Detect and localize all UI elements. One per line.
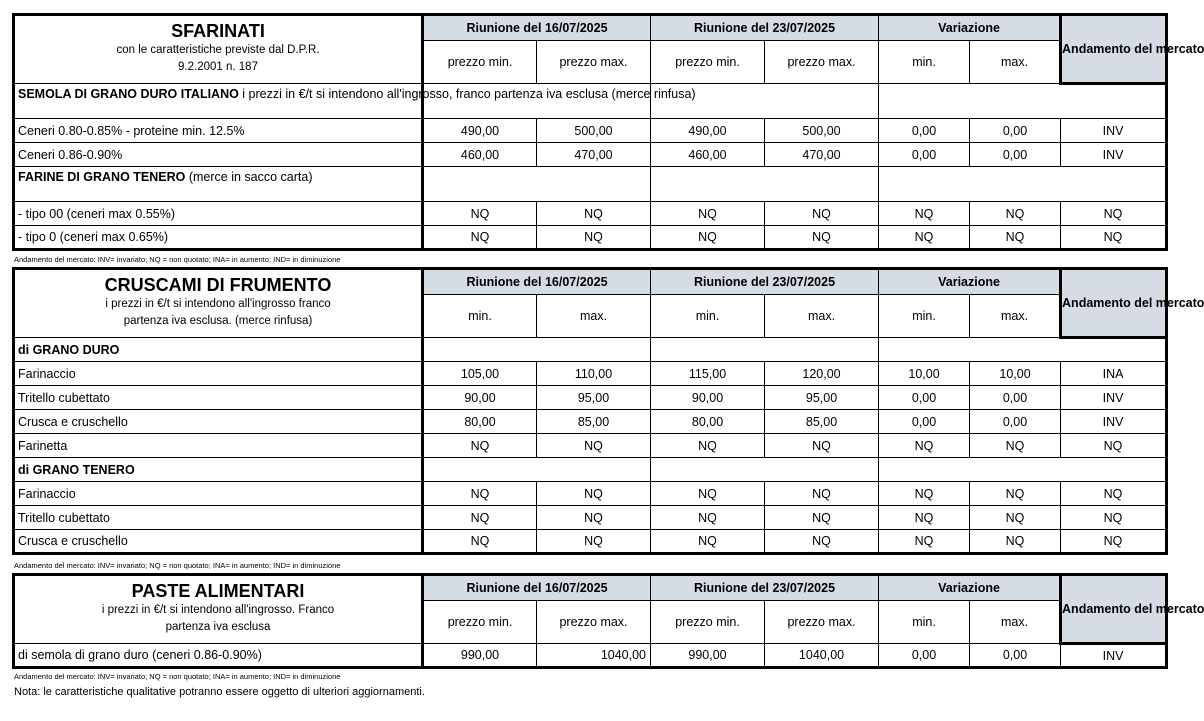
cruscami-table bbox=[12, 267, 1204, 555]
section-farine: FARINE DI GRANO TENERO (merce in sacco carta) bbox=[14, 167, 423, 202]
table-row: Ceneri 0.80-0.85% - proteine min. 12.5% 490,00 500,00 490,00 500,00 0,00 0,00 INV bbox=[14, 119, 1167, 143]
table-row: Crusca e cruschello NQ NQ NQ NQ NQ NQ NQ bbox=[14, 530, 1167, 554]
sub-prezzo-max: prezzo max. bbox=[537, 601, 651, 644]
paste-title: PASTE ALIMENTARI bbox=[131, 581, 305, 601]
table-row: Tritello cubettato NQ NQ NQ NQ NQ NQ NQ bbox=[14, 506, 1167, 530]
table-row: Farinaccio 105,00 110,00 115,00 120,00 10,00 10,00 INA bbox=[14, 362, 1167, 386]
section-grano-duro: di GRANO DURO bbox=[14, 338, 423, 362]
cruscami-title-cell bbox=[14, 269, 423, 338]
table-row: Farinaccio NQ NQ NQ NQ NQ NQ NQ bbox=[14, 482, 1167, 506]
variazione-header: Variazione bbox=[879, 15, 1061, 41]
riunione-2-header: Riunione del 23/07/2025 bbox=[651, 269, 879, 295]
riunione-1-header: Riunione del 16/07/2025 bbox=[423, 269, 651, 295]
legend-note: Andamento del mercato: INV= invariato; NQ = non quotato; INA= in aumento; IND= in diminuzione bbox=[14, 255, 341, 264]
sub-var-min: min. bbox=[879, 295, 970, 338]
sfarinati-subtitle-2: 9.2.2001 n. 187 bbox=[178, 61, 258, 73]
sub-prezzo-max: prezzo max. bbox=[765, 41, 879, 84]
table-row: Tritello cubettato 90,00 95,00 90,00 95,00 0,00 0,00 INV bbox=[14, 386, 1167, 410]
sub-var-min: min. bbox=[879, 601, 970, 644]
sub-max: max. bbox=[537, 295, 651, 338]
riunione-1-header: Riunione del 16/07/2025 bbox=[423, 15, 651, 41]
section-grano-tenero: di GRANO TENERO bbox=[14, 458, 423, 482]
variazione-header: Variazione bbox=[879, 575, 1061, 601]
sub-min: min. bbox=[423, 295, 537, 338]
sub-prezzo-min: prezzo min. bbox=[423, 601, 537, 644]
table-row: - tipo 00 (ceneri max 0.55%) NQ NQ NQ NQ NQ NQ NQ bbox=[14, 202, 1167, 226]
andamento-header: Andamento del mercato bbox=[1061, 575, 1167, 644]
sub-var-max: max. bbox=[970, 295, 1061, 338]
sub-prezzo-min: prezzo min. bbox=[423, 41, 537, 84]
section-semola: SEMOLA DI GRANO DURO ITALIANO i prezzi in €/t si intendono all'ingrosso, franco partenza iva esclusa (merce rinfusa) bbox=[14, 84, 423, 119]
paste-table bbox=[12, 573, 1204, 669]
sfarinati-subtitle-1: con le caratteristiche previste dal D.P.R. bbox=[116, 44, 320, 56]
legend-note: Andamento del mercato: INV= invariato; NQ = non quotato; INA= in aumento; IND= in diminuzione bbox=[14, 672, 341, 681]
sub-prezzo-max: prezzo max. bbox=[765, 601, 879, 644]
footer-note: Nota: le caratteristiche qualitative potranno essere oggetto di ulteriori aggiornamenti. bbox=[14, 686, 425, 698]
sub-prezzo-max: prezzo max. bbox=[537, 41, 651, 84]
sub-prezzo-min: prezzo min. bbox=[651, 601, 765, 644]
andamento-header: Andamento del mercato bbox=[1061, 15, 1167, 84]
paste-subtitle-2: partenza iva esclusa bbox=[165, 621, 271, 633]
riunione-1-header: Riunione del 16/07/2025 bbox=[423, 575, 651, 601]
sfarinati-title-cell bbox=[14, 15, 423, 84]
sub-prezzo-min: prezzo min. bbox=[651, 41, 765, 84]
sfarinati-table bbox=[12, 13, 1204, 251]
paste-title-cell bbox=[14, 575, 423, 644]
sub-var-max: max. bbox=[970, 601, 1061, 644]
riunione-2-header: Riunione del 23/07/2025 bbox=[651, 15, 879, 41]
table-row: di semola di grano duro (ceneri 0.86-0.90%) 990,00 1040,00 990,00 1040,00 0,00 0,00 INV bbox=[14, 644, 1167, 668]
cruscami-subtitle-1: i prezzi in €/t si intendono all'ingrosso franco bbox=[105, 298, 331, 310]
variazione-header: Variazione bbox=[879, 269, 1061, 295]
table-row: Farinetta NQ NQ NQ NQ NQ NQ NQ bbox=[14, 434, 1167, 458]
table-row: - tipo 0 (ceneri max 0.65%) NQ NQ NQ NQ NQ NQ NQ bbox=[14, 226, 1167, 250]
table-row: Ceneri 0.86-0.90% 460,00 470,00 460,00 470,00 0,00 0,00 INV bbox=[14, 143, 1167, 167]
sfarinati-title: SFARINATI bbox=[171, 21, 265, 41]
andamento-header: Andamento del mercato bbox=[1061, 269, 1167, 338]
paste-subtitle-1: i prezzi in €/t si intendono all'ingrosso. Franco bbox=[101, 604, 335, 616]
sub-min: min. bbox=[651, 295, 765, 338]
sub-max: max. bbox=[765, 295, 879, 338]
cruscami-subtitle-2: partenza iva esclusa. (merce rinfusa) bbox=[123, 315, 313, 327]
riunione-2-header: Riunione del 23/07/2025 bbox=[651, 575, 879, 601]
sub-var-max: max. bbox=[970, 41, 1061, 84]
cruscami-title: CRUSCAMI DI FRUMENTO bbox=[104, 275, 332, 295]
table-row: Crusca e cruschello 80,00 85,00 80,00 85,00 0,00 0,00 INV bbox=[14, 410, 1167, 434]
legend-note: Andamento del mercato: INV= invariato; NQ = non quotato; INA= in aumento; IND= in diminuzione bbox=[14, 561, 341, 570]
sub-var-min: min. bbox=[879, 41, 970, 84]
